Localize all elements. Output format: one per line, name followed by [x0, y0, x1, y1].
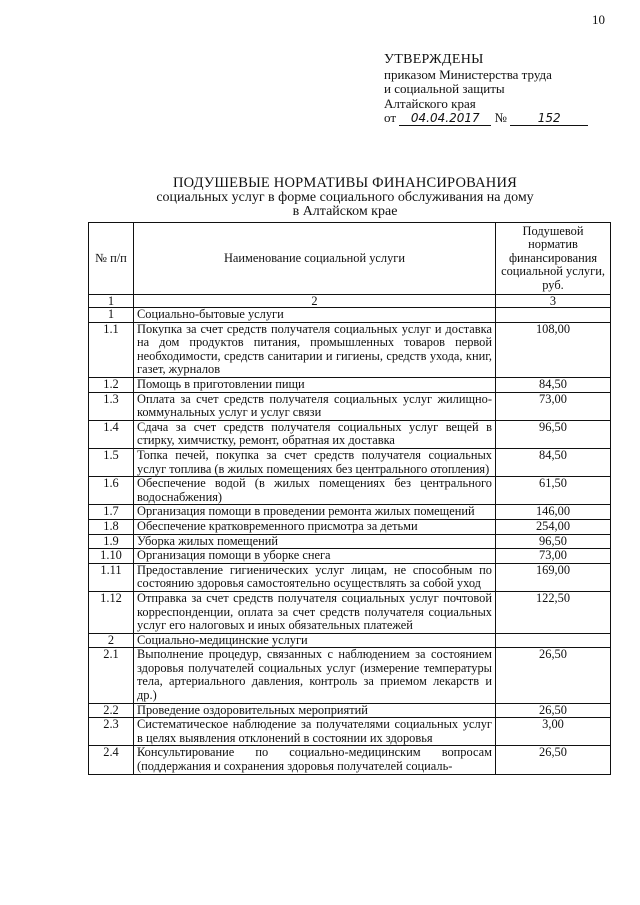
- norm-value: 84,50: [496, 448, 611, 476]
- row-number: 2: [89, 633, 134, 648]
- row-number: 1.4: [89, 420, 134, 448]
- table-row: [89, 633, 611, 648]
- service-name: Консультирование по социально-медицинским вопросам (поддержания и сохранения здоровья получателей социаль-: [134, 746, 496, 774]
- norm-value: [496, 308, 611, 323]
- table-row: [89, 563, 611, 591]
- row-number: 1.6: [89, 477, 134, 505]
- service-name: Систематическое наблюдение за получателями социальных услуг в целях выявления отклонений в состоянии их здоровья: [134, 718, 496, 746]
- service-name: Предоставление гигиенических услуг лицам, не способным по состоянию здоровья самостоятельно осуществлять за собой уход: [134, 563, 496, 591]
- norm-value: 26,50: [496, 746, 611, 774]
- row-number: 1.11: [89, 563, 134, 591]
- table-row: [89, 718, 611, 746]
- row-number: 1.2: [89, 378, 134, 393]
- subtitle-line: в Алтайском крае: [292, 204, 398, 219]
- table-row: [89, 549, 611, 564]
- norms-table: [88, 222, 611, 775]
- service-name: Помощь в приготовлении пищи: [134, 378, 496, 393]
- table-row: [89, 392, 611, 420]
- approval-line: приказом Министерства труда: [384, 66, 552, 82]
- service-name: Социально-бытовые услуги: [134, 308, 496, 323]
- header-number: № п/п: [89, 223, 134, 295]
- table-row: [89, 420, 611, 448]
- row-number: 2.2: [89, 703, 134, 718]
- row-number: 1.1: [89, 322, 134, 377]
- service-name: Сдача за счет средств получателя социальных услуг вещей в стирку, химчистку, ремонт, обратная их доставка: [134, 420, 496, 448]
- norm-value: 73,00: [496, 549, 611, 564]
- service-name: Обеспечение водой (в жилых помещениях без центрального водоснабжения): [134, 477, 496, 505]
- service-name: Покупка за счет средств получателя социальных услуг и доставка на дом продуктов питания, промышленных товаров первой необходимости, средств санитарии и гигиены, средств ухода, книг, газет, журналов: [134, 322, 496, 377]
- service-name: Обеспечение кратковременного присмотра за детьми: [134, 519, 496, 534]
- approval-heading: УТВЕРЖДЕНЫ: [384, 52, 484, 67]
- norm-value: 26,50: [496, 703, 611, 718]
- column-index: 1: [89, 295, 134, 308]
- row-number: 1.7: [89, 505, 134, 520]
- title-line: ПОДУШЕВЫЕ НОРМАТИВЫ ФИНАНСИРОВАНИЯ: [172, 175, 518, 191]
- service-name: Организация помощи в проведении ремонта жилых помещений: [134, 505, 496, 520]
- table-row: [89, 477, 611, 505]
- table-row: [89, 703, 611, 718]
- row-number: 1.5: [89, 448, 134, 476]
- service-name: Уборка жилых помещений: [134, 534, 496, 549]
- approval-line: и социальной защиты: [384, 81, 505, 97]
- service-name: Топка печей, покупка за счет средств получателя социальных услуг топлива (в жилых помещениях без центрального отопления): [134, 448, 496, 476]
- table-row: [89, 534, 611, 549]
- row-number: 1: [89, 308, 134, 323]
- table-row: [89, 308, 611, 323]
- row-number: 1.9: [89, 534, 134, 549]
- approval-date-line: [384, 111, 624, 126]
- header-service-name: Наименование социальной услуги: [134, 223, 496, 295]
- row-number: 1.10: [89, 549, 134, 564]
- row-number: 2.1: [89, 648, 134, 703]
- approval-block: [384, 53, 624, 126]
- document-title: [80, 176, 610, 220]
- table-row: [89, 648, 611, 703]
- service-name: Отправка за счет средств получателя социальных услуг почтовой корреспонденции, оплата за счет средств получателя социальных услуг его налоговых и иных обязательных платежей: [134, 591, 496, 633]
- norm-value: 96,50: [496, 534, 611, 549]
- norm-value: [496, 633, 611, 648]
- table-row: [89, 519, 611, 534]
- service-name: Проведение оздоровительных мероприятий: [134, 703, 496, 718]
- row-number: 1.12: [89, 591, 134, 633]
- handwritten-date: 04.04.2017: [399, 112, 491, 126]
- service-name: Оплата за счет средств получателя социальных услуг жилищно-коммунальных услуг и услуг связи: [134, 392, 496, 420]
- norm-value: 108,00: [496, 322, 611, 377]
- column-index: 2: [134, 295, 496, 308]
- header-norm: Подушевой норматив финансирования социальной услуги, руб.: [496, 223, 611, 295]
- norm-value: 61,50: [496, 477, 611, 505]
- table-header-row: [89, 223, 611, 295]
- norm-value: 122,50: [496, 591, 611, 633]
- norm-value: 84,50: [496, 378, 611, 393]
- handwritten-number: 152: [510, 112, 588, 126]
- date-prefix: от: [384, 110, 397, 126]
- norm-value: 254,00: [496, 519, 611, 534]
- row-number: 1.3: [89, 392, 134, 420]
- table-row: [89, 378, 611, 393]
- norm-value: 146,00: [496, 505, 611, 520]
- table-row: [89, 505, 611, 520]
- table-row: [89, 591, 611, 633]
- approval-line: Алтайского края: [384, 95, 476, 111]
- table-row: [89, 448, 611, 476]
- row-number: 2.4: [89, 746, 134, 774]
- norm-value: 3,00: [496, 718, 611, 746]
- column-index: 3: [496, 295, 611, 308]
- row-number: 1.8: [89, 519, 134, 534]
- number-label: №: [494, 110, 507, 126]
- row-number: 2.3: [89, 718, 134, 746]
- service-name: Организация помощи в уборке снега: [134, 549, 496, 564]
- table-row: [89, 746, 611, 774]
- page-number: 10: [592, 12, 605, 27]
- norm-value: 26,50: [496, 648, 611, 703]
- norm-value: 169,00: [496, 563, 611, 591]
- norm-value: 96,50: [496, 420, 611, 448]
- service-name: Выполнение процедур, связанных с наблюдением за состоянием здоровья получателей социальных услуг (измерение температуры тела, артериального давления, контроль за приемом лекарств и др.): [134, 648, 496, 703]
- table-row: [89, 322, 611, 377]
- subtitle-line: социальных услуг в форме социального обслуживания на дому: [156, 189, 534, 205]
- column-index-row: [89, 295, 611, 308]
- service-name: Социально-медицинские услуги: [134, 633, 496, 648]
- norm-value: 73,00: [496, 392, 611, 420]
